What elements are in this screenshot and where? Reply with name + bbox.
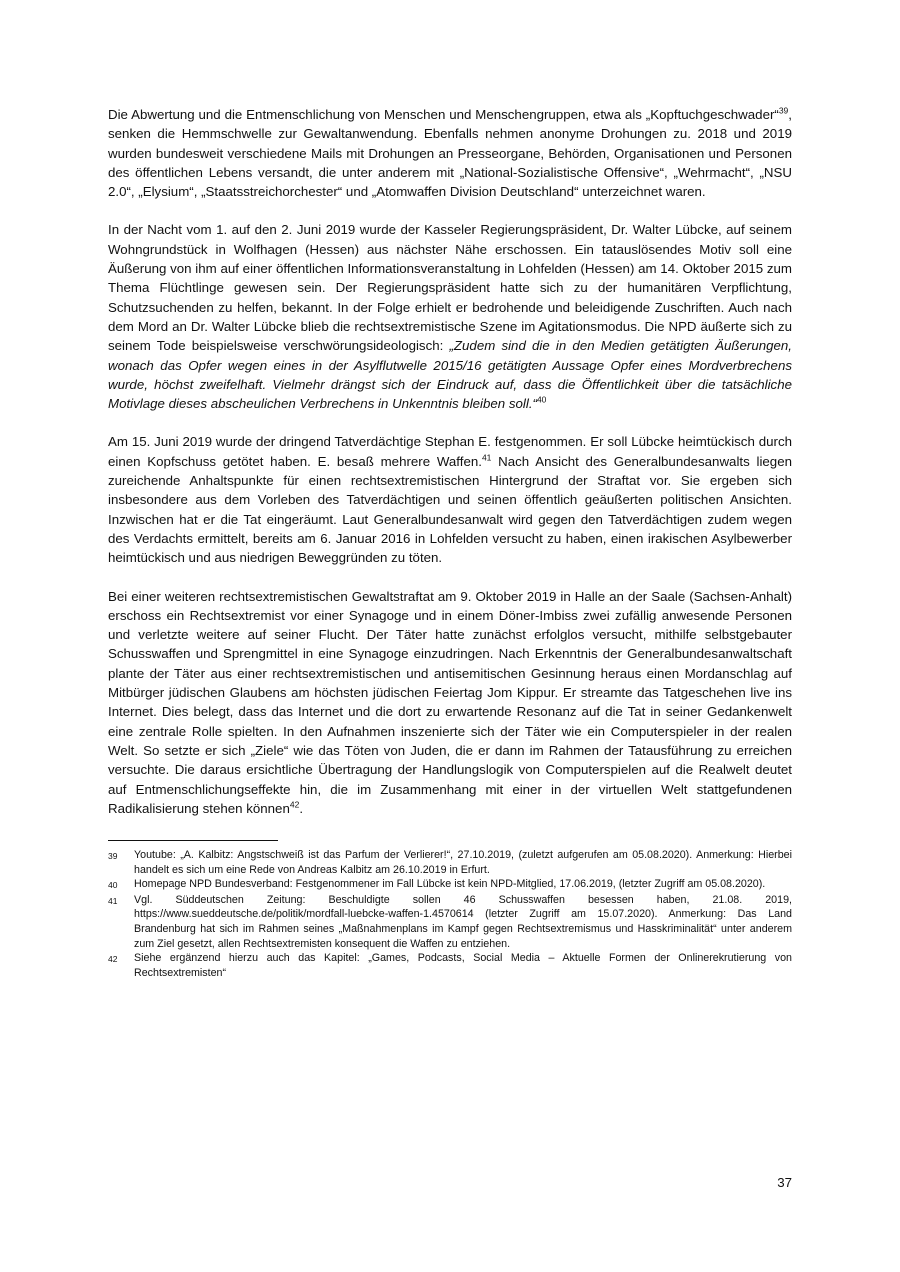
footnote-text: Vgl. Süddeutschen Zeitung: Beschuldigte sollen 46 Schusswaffen besessen haben, 21.08. 2019, https://www.sueddeutsche.de/politik/mordfall-luebcke-waffen-1.4570614 (letzter Zugriff am 15.07.2020). Anmerkung: Das Land Brandenburg hat sich im Rahmen seines „Maßnahmenplans im Kampf gegen Rechtsextremismus und Hasskriminalität“ unter anderem zum Ziel gesetzt, allen Rechtsextremisten konsequent die Waffen zu entziehen. <box>134 893 792 950</box>
footnote-39 <box>108 848 792 877</box>
footnote-number: 39 <box>108 851 118 862</box>
footnote-text: Siehe ergänzend hierzu auch das Kapitel: „Games, Podcasts, Social Media – Aktuelle Formen der Onlinerekrutierung von Rechtsextremisten“ <box>134 952 792 979</box>
paragraph-text: Am 15. Juni 2019 wurde der dringend Tatverdächtige Stephan E. festgenommen. Er soll Lübcke heimtückisch durch einen Kopfschuss getötet haben. E. besaß mehrere Waffen. <box>108 434 792 469</box>
footnotes-section <box>108 848 792 980</box>
footnote-separator <box>108 840 278 841</box>
footnote-text: Homepage NPD Bundesverband: Festgenommener im Fall Lübcke ist kein NPD-Mitglied, 17.06.2019, (letzter Zugriff am 05.08.2020). <box>134 878 766 891</box>
footnote-ref-41: 41 <box>481 452 492 463</box>
body-paragraph-4 <box>108 587 792 819</box>
footnote-number: 40 <box>108 880 118 891</box>
footnote-40 <box>108 877 792 893</box>
body-paragraph-1 <box>108 105 792 201</box>
paragraph-text: Die Abwertung und die Entmenschlichung von Menschen und Menschengruppen, etwa als „Kopftuchgeschwader“ <box>108 107 779 122</box>
footnote-number: 42 <box>108 954 118 965</box>
paragraph-text: , senken die Hemmschwelle zur Gewaltanwendung. Ebenfalls nehmen anonyme Drohungen zu. 2018 und 2019 wurden bundesweit verschiedene Mails mit Drohungen an Presseorgane, Behörden, Organisationen und Personen des öffentlichen Lebens versandt, die unter anderem mit „National-Sozialistische Offensive“, „Wehrmacht“, „NSU 2.0“, „Elysium“, „Staatsstreichorchester“ und „Atomwaffen Division Deutschland“ unterzeichnet waren. <box>108 107 792 200</box>
page-number: 37 <box>777 1175 792 1190</box>
npd-quote-text: „Zudem sind die in den Medien getätigten Äußerungen, wonach das Opfer wegen eines in der Asylflutwelle 2015/16 getätigten Aussage Opfer eines Mordverbrechens wurde, höchst zweifelhaft. Vielmehr drängst sich der Eindruck auf, dass die Öffentlichkeit über die tatsächliche Motivlage dieses abscheulichen Verbrechens in Unkenntnis bleiben soll.“ <box>108 338 792 412</box>
footnote-ref-40: 40 <box>536 394 547 405</box>
paragraph-text: Nach Ansicht des Generalbundesanwalts liegen zureichende Anhaltspunkte für einen rechtsextremistischen Hintergrund der Straftat vor. Sie ergeben sich insbesondere aus dem Vorleben des Tatverdächtigen und seinen öffentlich geäußerten politischen Ansichten. Inzwischen hat er die Tat eingeräumt. Laut Generalbundesanwalt wird gegen den Tatverdächtigen zudem wegen des Verdachts ermittelt, bereits am 6. Januar 2016 in Lohfelden versucht zu haben, einen irakischen Asylbewerber heimtückisch und aus niedrigen Beweggründen zu töten. <box>108 453 792 566</box>
body-text <box>108 105 792 818</box>
footnote-41 <box>108 893 792 951</box>
footnote-number: 41 <box>108 895 118 906</box>
body-paragraph-2 <box>108 220 792 413</box>
footnote-42 <box>108 951 792 980</box>
paragraph-text: Bei einer weiteren rechtsextremistischen Gewaltstraftat am 9. Oktober 2019 in Halle an der Saale (Sachsen-Anhalt) erschoss ein Rechtsextremist vor einer Synagoge und in einem Döner-Imbiss zwei zufällig anwesende Personen und verletzte weitere auf seiner Flucht. Der Täter hatte zunächst erfolglos versucht, mithilfe selbstgebauter Schusswaffen und Sprengmittel in eine Synagoge einzudringen. Nach Erkenntnis der Generalbundesanwaltschaft plante der Täter aus einer rechtsextremistischen und antisemitischen Gesinnung heraus einen Mordanschlag auf Mitbürger jüdischen Glaubens am höchsten jüdischen Feiertag Jom Kippur. Er streamte das Tatgeschehen live ins Internet. Dies belegt, dass das Internet und die dort zu erwartende Resonanz auf die Tat in seiner Gedankenwelt eine zentrale Rolle spielten. In den Aufnahmen inszenierte sich der Täter wie ein Computerspieler in der realen Welt. So setzte er sich „Ziele“ wie das Töten von Juden, die er dann im Rahmen der Tatausführung zu erreichen versuchte. Die daraus ersichtliche Übertragung der Handlungslogik von Computerspielen auf die Realwelt deutet auf Entmenschlichungseffekte hin, die im Zusammenhang mit einer in der virtuellen Welt stattgefundenen Radikalisierung stehen können <box>108 588 792 816</box>
footnote-ref-42: 42 <box>289 799 300 810</box>
footnote-ref-39: 39 <box>778 105 789 116</box>
footnote-text: Youtube: „A. Kalbitz: Angstschweiß ist das Parfum der Verlierer!“, 27.10.2019, (zuletzt aufgerufen am 05.08.2020). Anmerkung: Hierbei handelt es sich um eine Rede von Andreas Kalbitz am 26.10.2019 in Erfurt. <box>134 849 792 876</box>
paragraph-text: In der Nacht vom 1. auf den 2. Juni 2019 wurde der Kasseler Regierungspräsident, Dr. Walter Lübcke, auf seinem Wohngrundstück in Wolfhagen (Hessen) aus nächster Nähe erschossen. Ein tatauslösendes Motiv soll eine Äußerung von ihm auf einer öffentlichen Informationsveranstaltung in Lohfelden (Hessen) am 14. Oktober 2015 zum Thema Flüchtlinge gewesen sein. Der Regierungspräsident hatte sich zu der humanitären Verpflichtung, Schutzsuchenden zu helfen, bekannt. In der Folge erhielt er bedrohende und beleidigende Zuschriften. Auch nach dem Mord an Dr. Walter Lübcke blieb die rechtsextremistische Szene im Agitationsmodus. Die NPD äußerte sich zu seinem Tode beispielsweise verschwörungsideologisch: <box>108 222 792 354</box>
body-paragraph-3 <box>108 432 792 567</box>
paragraph-text: . <box>299 800 304 816</box>
